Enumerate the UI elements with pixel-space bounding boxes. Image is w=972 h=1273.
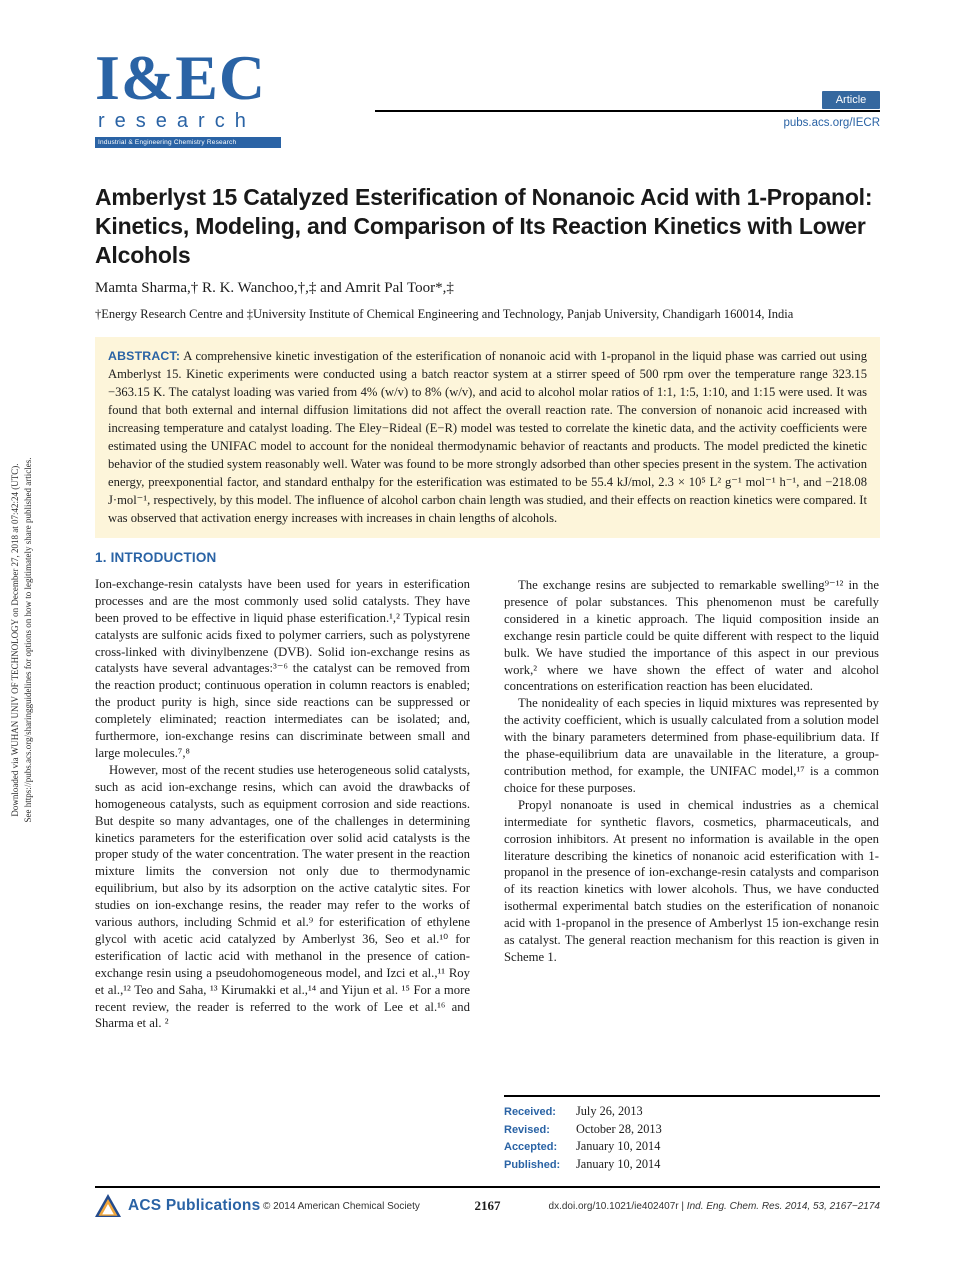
- citation: [549, 1201, 880, 1212]
- watermark-line1: Downloaded via WUHAN UNIV OF TECHNOLOGY on December 27, 2018 at 07:42:24 (UTC).: [10, 463, 20, 817]
- intro-paragraph-1: Ion-exchange-resin catalysts have been used for years in esterification processes and are the most commonly used solid catalysts. They have been proved to be effective in liquid phase esterification.¹,² Typical resin catalysts are sulfonic acids fixed to polymer carriers, such as polystyrene cross-linked with divinylbenzene (DVB). Solid ion-exchange resins as catalysts have several advantages:³⁻⁶ the catalyst can be removed from the reaction product; continuous operation in column reactors is enabled; the product purity is high, since side reactions can be suppressed or completely eliminated; reaction intermediates can be isolated; and, furthermore, ion-exchange resins can discriminate between small and large molecules.⁷,⁸: [95, 576, 470, 760]
- published-label: Published:: [504, 1158, 561, 1171]
- intro-paragraph-4: The nonideality of each species in liquid mixtures was represented by the activity coefficient, which is usually calculated from a solution model with the binary parameters determined from phase-equilibrium data. If the phase-equilibrium data are unavailable in the literature, a group-contribution method, for example, the UNIFAC model,¹⁷ is a common choice for these purposes.: [504, 696, 879, 795]
- journal-logo-title: I&EC: [95, 42, 267, 113]
- journal-logo-subtitle: research: [98, 110, 256, 132]
- date-row-received: [504, 1103, 880, 1121]
- acs-publications-label: ACS Publications: [128, 1196, 261, 1214]
- left-column: [95, 550, 470, 1032]
- article-title: Amberlyst 15 Catalyzed Esterification of Nonanoic Acid with 1-Propanol: Kinetics, Modeling, and Comparison of Its Reaction Kinetics with Lower Alcohols: [95, 184, 873, 268]
- journal-logo-caption: Industrial & Engineering Chemistry Research: [95, 137, 281, 148]
- section-heading-introduction: 1. INTRODUCTION: [95, 550, 217, 565]
- date-row-revised: [504, 1121, 880, 1139]
- date-row-accepted: [504, 1138, 880, 1156]
- published-value: January 10, 2014: [576, 1156, 661, 1171]
- page-number: 2167: [474, 1198, 501, 1213]
- journal-logo: [95, 42, 281, 148]
- received-value: July 26, 2013: [576, 1104, 643, 1118]
- abstract-label: ABSTRACT:: [108, 349, 181, 363]
- article-history: [504, 1095, 880, 1173]
- two-column-body: [95, 550, 880, 1032]
- author-list: Mamta Sharma,† R. K. Wanchoo,†,‡ and Amrit Pal Toor*,‡: [95, 280, 454, 296]
- received-label: Received:: [504, 1106, 556, 1118]
- accepted-label: Accepted:: [504, 1141, 558, 1153]
- header-rule: [375, 110, 880, 112]
- abstract-text: A comprehensive kinetic investigation of the esterification of nonanoic acid with 1-propanol in the liquid phase was carried out using Amberlyst 15. Kinetic experiments were conducted using a batch reactor system at a stirrer speed of 500 rpm over the temperature range 323.15 −363.15 K. The catalyst loading was varied from 4% (w/v) to 8% (w/v), and acid to alcohol molar ratios of 1:1, 1:5, 1:10, and 1:15 were used. It was found that both external and internal diffusion limitations did not affect the overall reaction rate. The conversion of nonanoic acid increased with increasing temperature and catalyst loading. The Eley−Rideal (E−R) model was tested to correlate the kinetic data, and the activity coefficients were estimated using the UNIFAC model to account for the nonideal thermodynamic behavior of reactants and products. The model predicted the kinetic behavior of the studied system reasonably well. Water was found to be more strongly adsorbed than other species present in the system. The activation energy, preexponential factor, and standard enthalpy for the esterification was estimated to be 55.4 kJ/mol, 2.3 × 10⁵ L² g⁻¹ mol⁻¹ h⁻¹, and −218.08 J·mol⁻¹, respectively, by this model. The influence of alcohol carbon chain length was studied, and their effects on reaction kinetics were compared. It was observed that activation energy increases with increases in chain lengths of alcohols.: [108, 349, 867, 525]
- journal-site-link[interactable]: pubs.acs.org/IECR: [783, 117, 880, 129]
- revised-value: October 28, 2013: [576, 1121, 662, 1136]
- page-footer: [95, 1191, 880, 1231]
- intro-paragraph-2: However, most of the recent studies use heterogeneous solid catalysts, such as acid ion-exchange resins, which can avoid the drawbacks of homogeneous catalysts, such as equipment corrosion and side reactions. But despite so many advantages, one of the challenges in determining kinetics parameters for the esterification over solid acid catalysts is the proper study of the water concentration. The water present in the reaction mixture limits the conversion not only due to thermodynamic equilibrium, but also by its adsorption on the active catalytic sites. For studies on ion-exchange resins, the reader may refer to the works of various authors, including Schmid et al.⁹ for esterification of ethylene glycol with acetic acid catalyzed by Amberlyst 36, Seo et al.¹⁰ for esterification of lactic acid with methanol in the presence of cation-exchange resin using a pseudohomogeneous model, and Izci et al.,¹¹ Roy et al.,¹² Teo and Saha, ¹³ Kirumakki et al.,¹⁴ and Yijun et al. ¹⁵ For a more recent review, the reader is referred to the work of Lee et al.¹⁶ and Sharma et al. ²: [95, 762, 470, 1031]
- journal-citation: Ind. Eng. Chem. Res. 2014, 53, 2167−2174: [686, 1201, 880, 1212]
- footer-rule: [95, 1186, 880, 1188]
- affiliation: †Energy Research Centre and ‡University Institute of Chemical Engineering and Technology, Panjab University, Chandigarh 160014, India: [95, 307, 794, 321]
- doi-link: dx.doi.org/10.1021/ie402407r |: [548, 1201, 687, 1212]
- right-column: [504, 550, 879, 1032]
- intro-paragraph-3: The exchange resins are subjected to remarkable swelling⁹⁻¹² in the presence of polar substances. This phenomenon must be carefully considered in a kinetic approach. The liquid composition inside an exchange resin particle could be quite different with respect to the liquid bulk. We have studied the importance of this aspect in our previous work,² where we have shown the effect of water and alcohol concentrations on esterification reaction has been elucidated.: [504, 578, 879, 694]
- watermark-line2: See https://pubs.acs.org/sharingguidelines for options on how to legitimately share published articles.: [23, 457, 33, 823]
- article-type-badge: Article: [822, 91, 880, 109]
- intro-paragraph-5: Propyl nonanoate is used in chemical industries as a chemical intermediate for synthetic flavors, cosmetics, pharmaceuticals, and corrosion inhibitors. At present no information is available in the open literature describing the kinetics of nonanoic acid esterification with 1-propanol in the presence of ion-exchange-resin catalysts and comparison of its reaction kinetics with lower alcohols. Thus, we have conducted isothermal experimental batch studies on the esterification of nonanoic acid with 1-propanol in the presence of Amberlyst 15 ion-exchange resin as catalyst. The general reaction mechanism for this reaction is given in Scheme 1.: [504, 797, 879, 964]
- copyright-notice: © 2014 American Chemical Society: [263, 1201, 420, 1212]
- download-watermark: [9, 370, 35, 910]
- revised-label: Revised:: [504, 1123, 550, 1136]
- date-row-published: [504, 1156, 880, 1174]
- article-content: [95, 183, 880, 1183]
- abstract-box: [95, 337, 880, 538]
- accepted-value: January 10, 2014: [576, 1139, 661, 1153]
